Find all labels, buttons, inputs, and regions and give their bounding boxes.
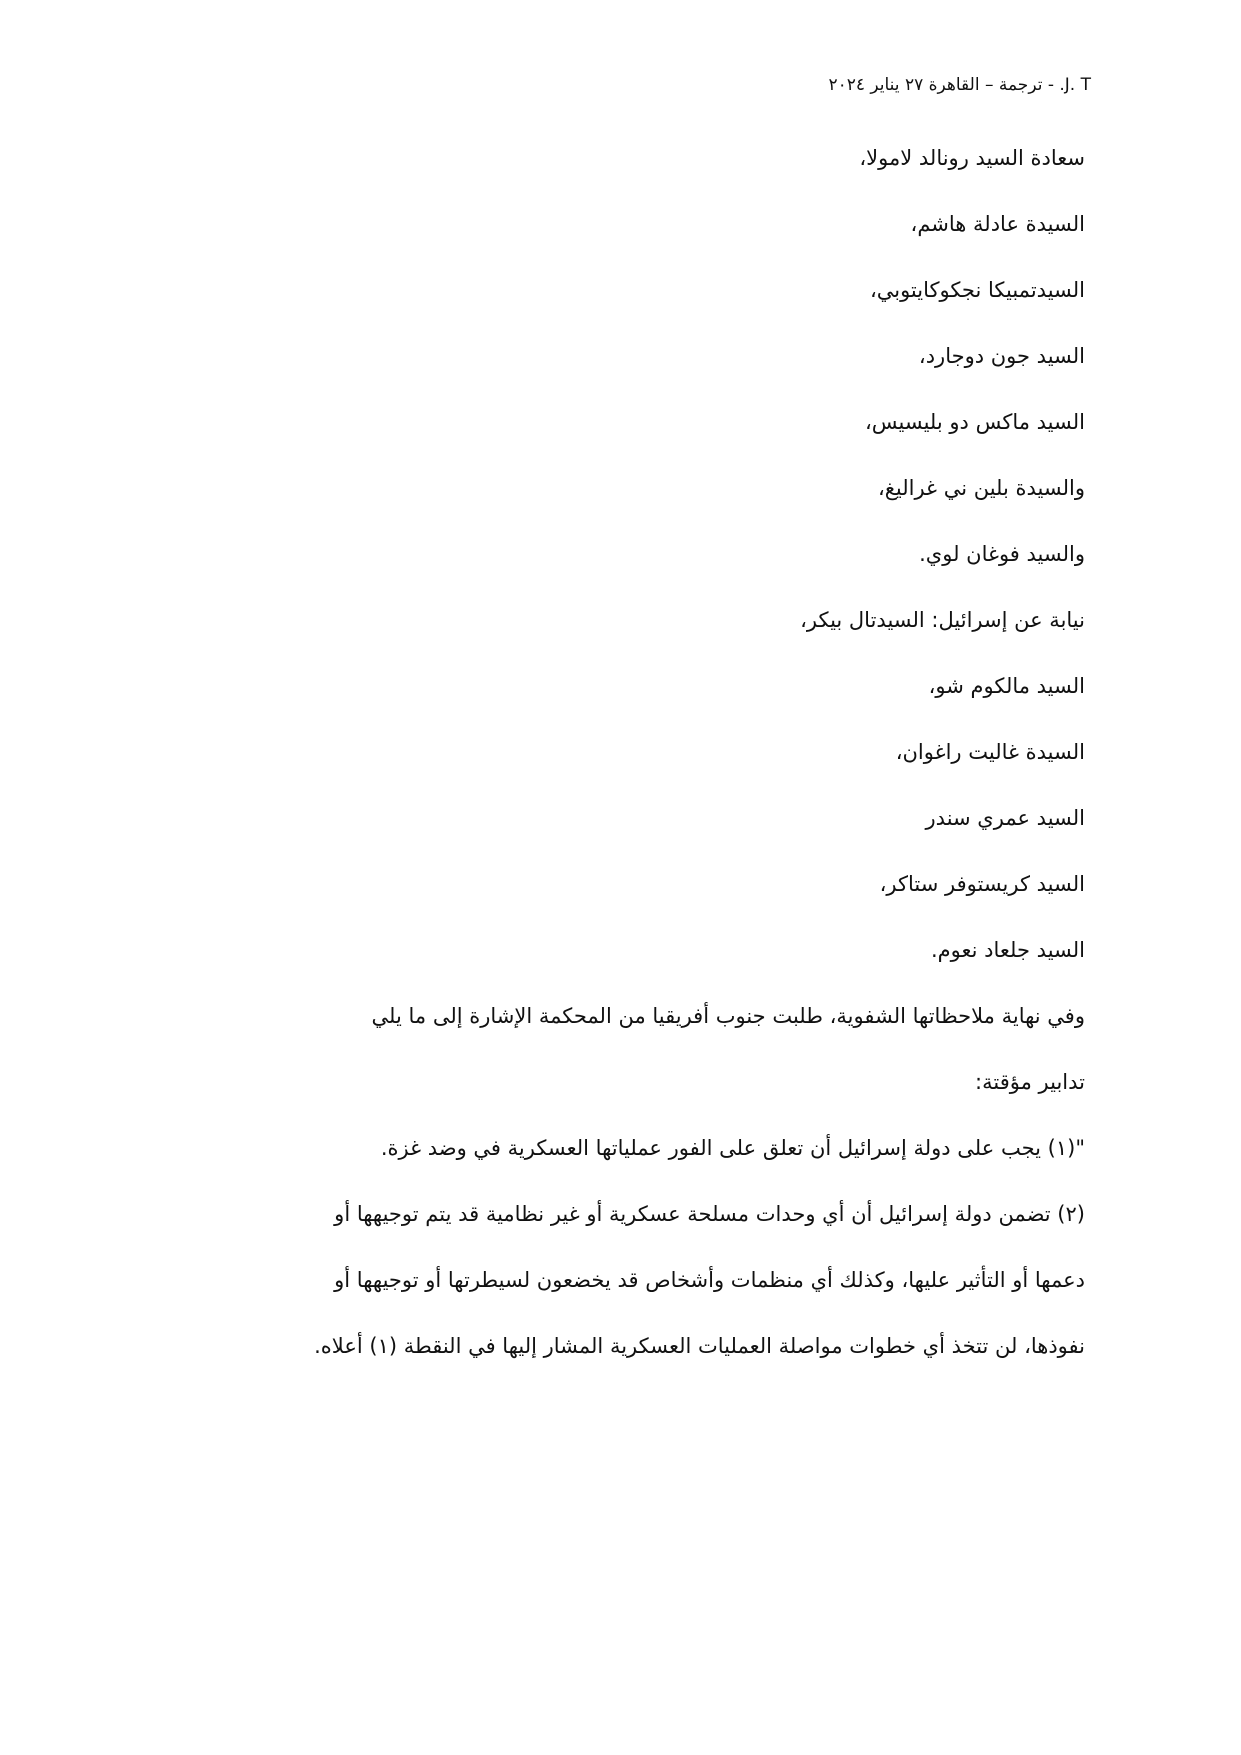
text-line: والسيدة بلين ني غراليغ، xyxy=(877,476,1085,500)
text-line: دعمها أو التأثير عليها، وكذلك أي منظمات وأشخاص قد يخضعون لسيطرتها أو توجيهها أو xyxy=(334,1268,1085,1292)
page-header: J. T. - ترجمة – القاهرة ٢٧ يناير ٢٠٢٤ xyxy=(828,75,1091,95)
text-line: نيابة عن إسرائيل: السيدتال بيكر، xyxy=(800,608,1085,632)
text-line: والسيد فوغان لوي. xyxy=(919,542,1085,566)
text-line: السيد جلعاد نعوم. xyxy=(931,938,1085,962)
text-line: تدابير مؤقتة: xyxy=(975,1070,1085,1094)
text-line: "(١) يجب على دولة إسرائيل أن تعلق على الفور عملياتها العسكرية في وضد غزة. xyxy=(380,1136,1085,1160)
text-line: السيدة عادلة هاشم، xyxy=(910,212,1085,236)
text-line: السيدة غاليت راغوان، xyxy=(895,740,1085,764)
text-line: وفي نهاية ملاحظاتها الشفوية، طلبت جنوب أفريقيا من المحكمة الإشارة إلى ما يلي xyxy=(371,1004,1085,1028)
text-line: (٢) تضمن دولة إسرائيل أن أي وحدات مسلحة عسكرية أو غير نظامية قد يتم توجيهها أو xyxy=(334,1202,1085,1226)
text-line: السيد كريستوفر ستاكر، xyxy=(879,872,1085,896)
text-line: السيدتمبيكا نجكوكايتوبي، xyxy=(869,278,1085,302)
text-line: السيد ماكس دو بليسيس، xyxy=(864,410,1085,434)
text-line: السيد عمري سندر xyxy=(925,806,1085,830)
text-line: السيد جون دوجارد، xyxy=(918,344,1085,368)
text-line: السيد مالكوم شو، xyxy=(928,674,1085,698)
text-line: سعادة السيد رونالد لامولا، xyxy=(859,146,1085,170)
text-line: نفوذها، لن تتخذ أي خطوات مواصلة العمليات العسكرية المشار إليها في النقطة (١) أعلاه. xyxy=(314,1334,1085,1358)
